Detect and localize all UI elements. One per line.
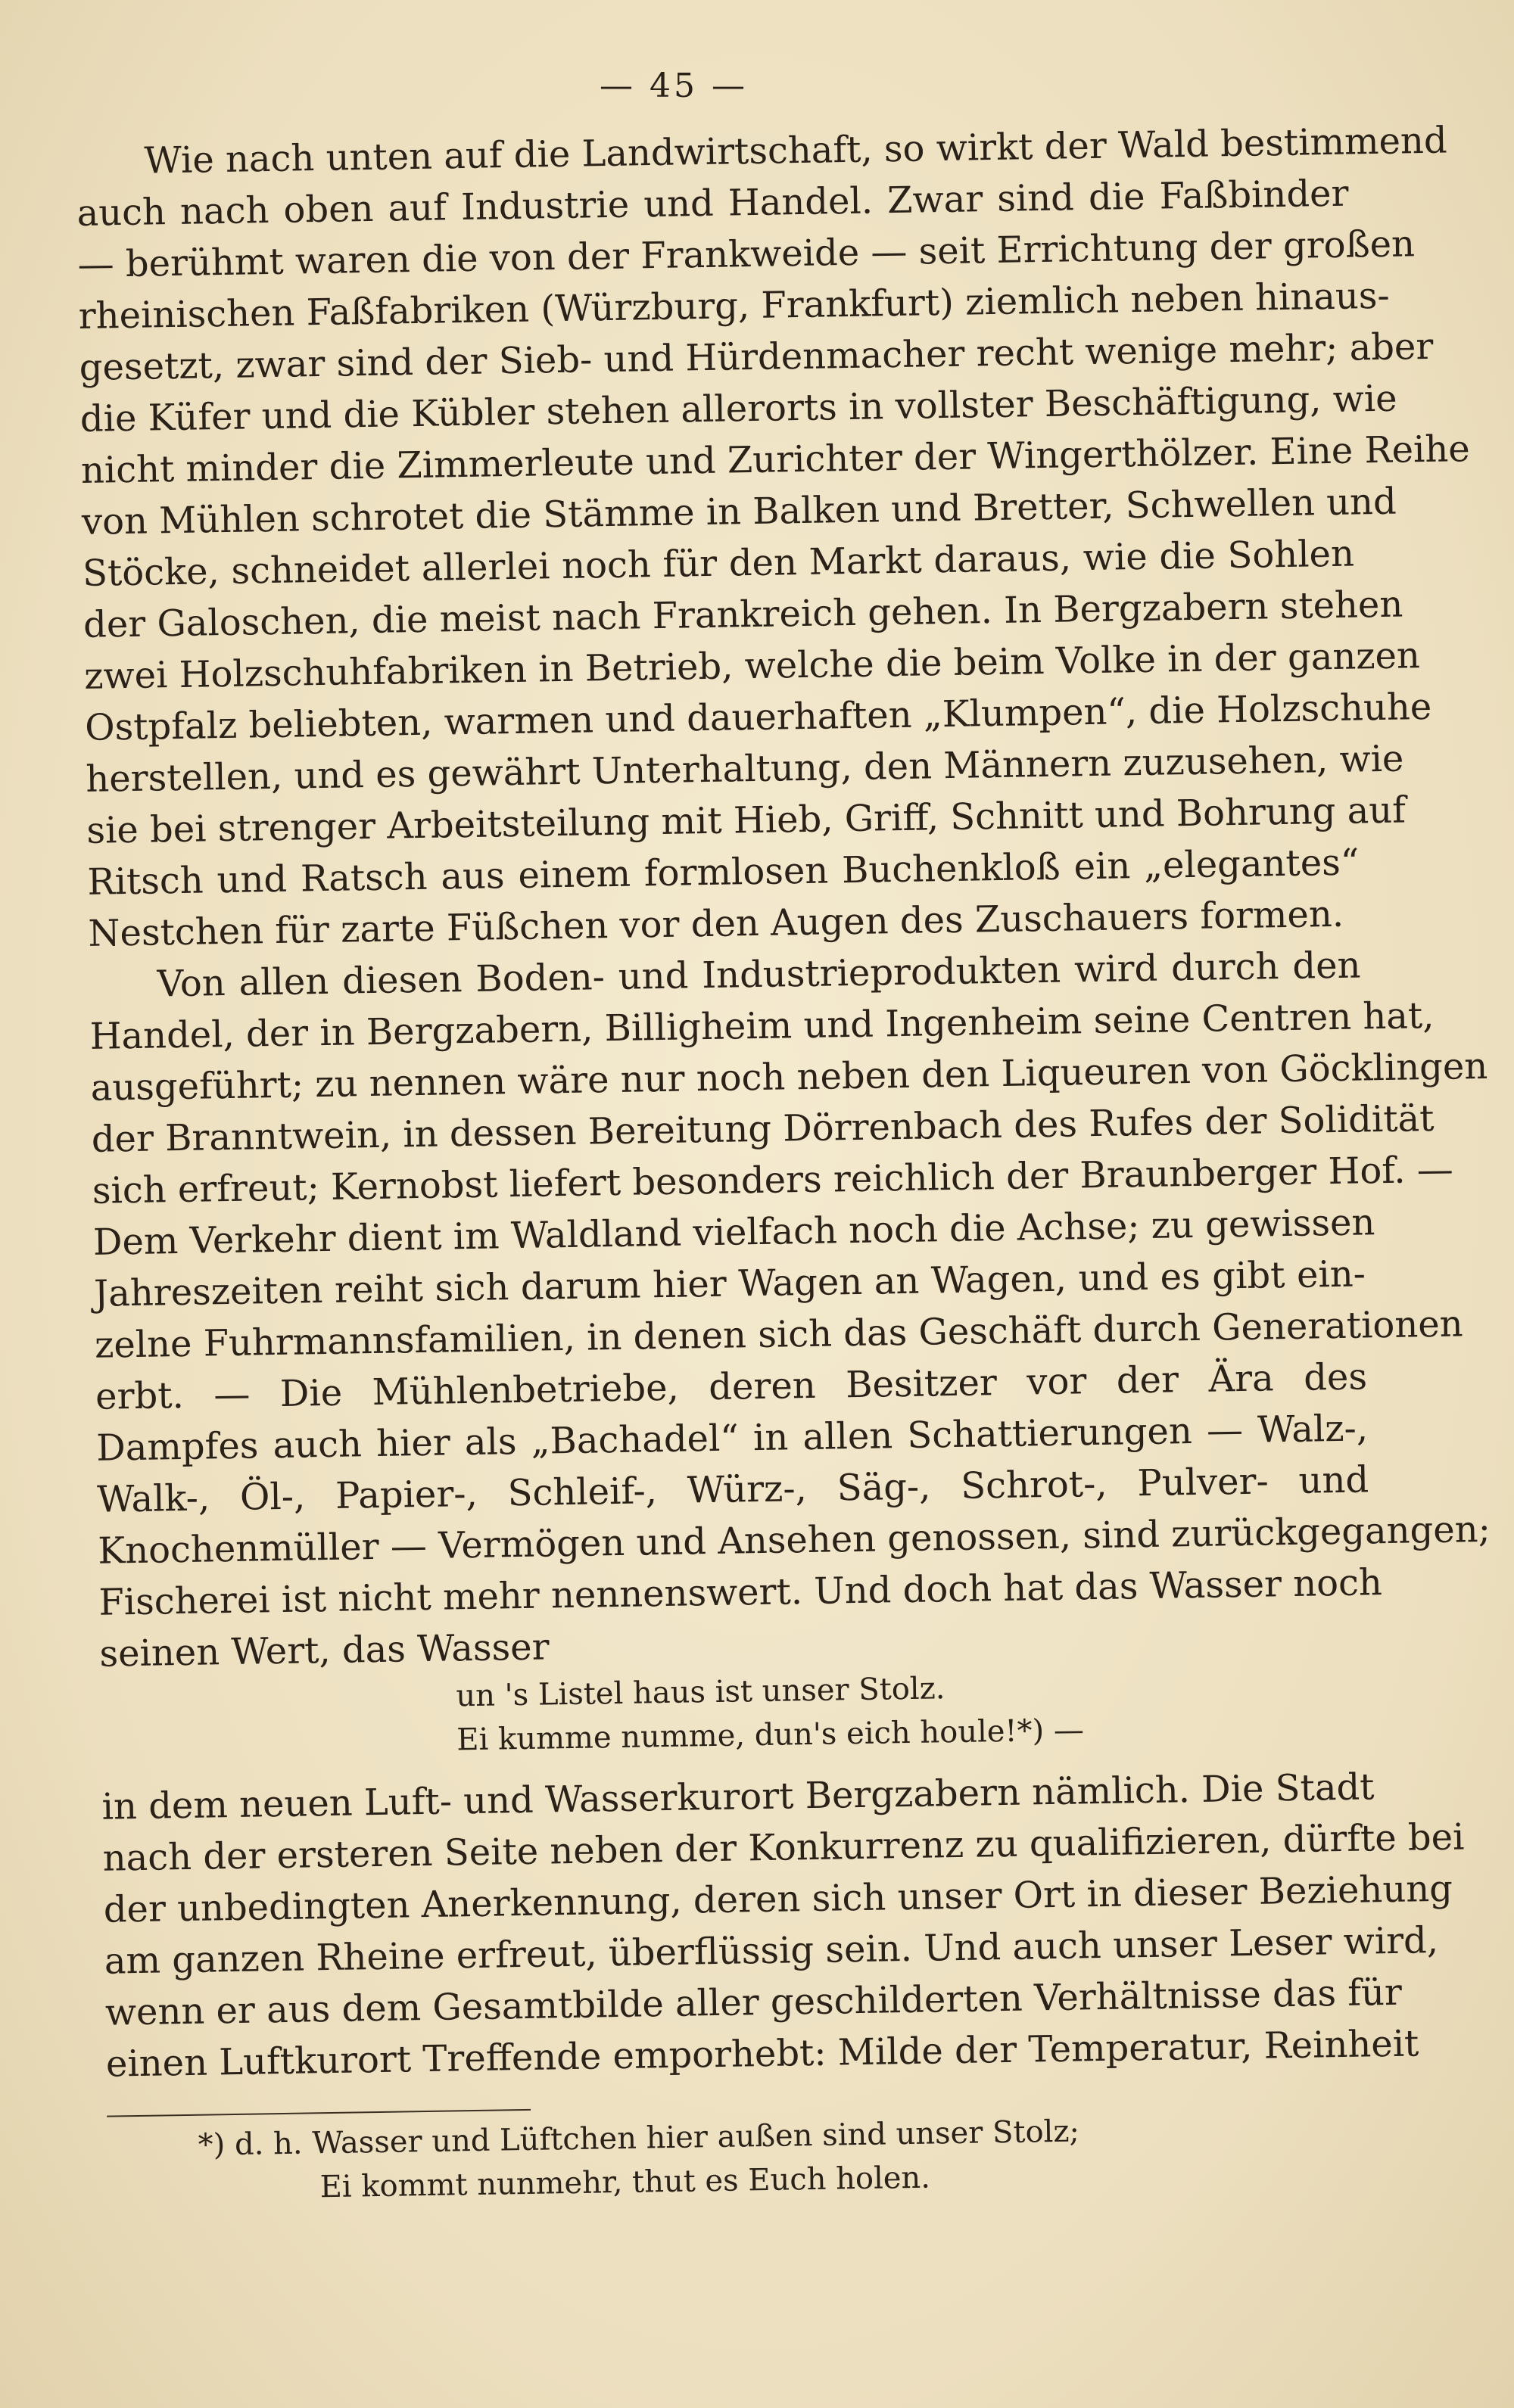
text-line: nicht minder die Zimmerleute und Zurichter der Wingerthölzer. Eine Reihe: [80, 428, 1471, 492]
text-line: Dem Verkehr dient im Waldland vielfach noch die Achse; zu gewissen: [92, 1201, 1375, 1264]
text-line: Ostpfalz beliebten, warmen und dauerhaften „Klumpen“, die Holzschuhe: [84, 685, 1432, 749]
verse-line: Ei kumme numme, dun's eich houle!*) —: [456, 1713, 1085, 1758]
text-line: Walk-, Öl-, Papier-, Schleif-, Würz-, Säg-, Schrot-, Pulver- und: [96, 1458, 1369, 1521]
text-line: in dem neuen Luft- und Wasserkurort Bergzabern nämlich. Die Stadt: [101, 1766, 1375, 1828]
text-line: Handel, der in Bergzabern, Billigheim und Ingenheim seine Centren hat,: [89, 994, 1435, 1058]
footnote-line: Ei kommt nunmehr, thut es Euch holen.: [319, 2160, 931, 2205]
text-line: Wie nach unten auf die Landwirtschaft, so wirkt der Wald bestimmend: [144, 119, 1448, 182]
text-line: am ganzen Rheine erfreut, überflüssig sein. Und auch unser Leser wird,: [104, 1919, 1439, 1983]
footnote-divider: [107, 2109, 531, 2117]
text-line: wenn er aus dem Gesamtbilde aller geschilderten Verhältnisse das für: [104, 1971, 1403, 2034]
text-line: rheinischen Faßfabriken (Würzburg, Frankfurt) ziemlich neben hinaus-: [78, 274, 1391, 338]
text-line: sich erfreut; Kernobst liefert besonders reichlich der Braunberger Hof. —: [92, 1148, 1454, 1212]
page-number: — 45 —: [600, 67, 748, 105]
text-line: Ritsch und Ratsch aus einem formlosen Buchenkloß ein „elegantes“: [87, 841, 1360, 904]
text-line: nach der ersteren Seite neben der Konkurrenz zu qualifizieren, dürfte bei: [102, 1815, 1465, 1880]
text-line: zwei Holzschuhfabriken in Betrieb, welche die beim Volke in der ganzen: [83, 634, 1421, 698]
verse-line: un 's Listel haus ist unser Stolz.: [456, 1671, 945, 1714]
text-line: erbt. — Die Mühlenbetriebe, deren Besitzer vor der Ära des: [95, 1355, 1368, 1418]
text-line: Von allen diesen Boden- und Industrieprodukten wird durch den: [157, 944, 1361, 1006]
text-line: von Mühlen schrotet die Stämme in Balken und Bretter, Schwellen und: [81, 480, 1397, 543]
text-line: der Galoschen, die meist nach Frankreich gehen. In Bergzabern stehen: [83, 583, 1403, 646]
text-line: der unbedingten Anerkennung, deren sich unser Ort in dieser Beziehung: [103, 1867, 1453, 1931]
text-line: Stöcke, schneidet allerlei noch für den Markt daraus, wie die Sohlen: [82, 532, 1355, 595]
text-line: einen Luftkurort Treffende emporhebt: Milde der Temperatur, Reinheit: [105, 2022, 1419, 2086]
text-line: herstellen, und es gewährt Unterhaltung, den Männern zuzusehen, wie: [85, 737, 1404, 801]
text-line: auch nach oben auf Industrie und Handel. Zwar sind die Faßbinder: [76, 172, 1349, 235]
text-line: Dampfes auch hier als „Bachadel“ in allen Schattierungen — Walz-,: [95, 1407, 1369, 1470]
text-line: sie bei strenger Arbeitsteilung mit Hieb, Griff, Schnitt und Bohrung auf: [86, 789, 1407, 852]
text-line: — berühmt waren die von der Frankweide — seit Errichtung der großen: [77, 222, 1416, 286]
text-line: gesetzt, zwar sind der Sieb- und Hürdenmacher recht wenige mehr; aber: [79, 325, 1434, 389]
text-line: die Küfer und die Kübler stehen allerorts in vollster Beschäftigung, wie: [79, 377, 1397, 440]
text-line: Knochenmüller — Vermögen und Ansehen genossen, sind zurückgegangen;: [97, 1507, 1491, 1573]
text-line: ausgeführt; zu nennen wäre nur noch neben den Liqueuren von Göcklingen: [90, 1044, 1488, 1109]
text-line: Fischerei ist nicht mehr nennenswert. Und doch hat das Wasser noch: [98, 1561, 1383, 1624]
text-line: seinen Wert, das Wasser: [99, 1626, 550, 1675]
text-line: der Branntwein, in dessen Bereitung Dörrenbach des Rufes der Solidität: [91, 1097, 1435, 1161]
body-text: [76, 117, 1491, 2213]
text-line: Jahreszeiten reiht sich darum hier Wagen an Wagen, und es gibt ein-: [93, 1252, 1366, 1315]
text-line: zelne Fuhrmannsfamilien, in denen sich das Geschäft durch Generationen: [94, 1302, 1463, 1367]
footnote-line: *) d. h. Wasser und Lüftchen hier außen sind unser Stolz;: [198, 2114, 1080, 2163]
text-line: Nestchen für zarte Füßchen vor den Augen des Zuschauers formen.: [88, 892, 1344, 955]
